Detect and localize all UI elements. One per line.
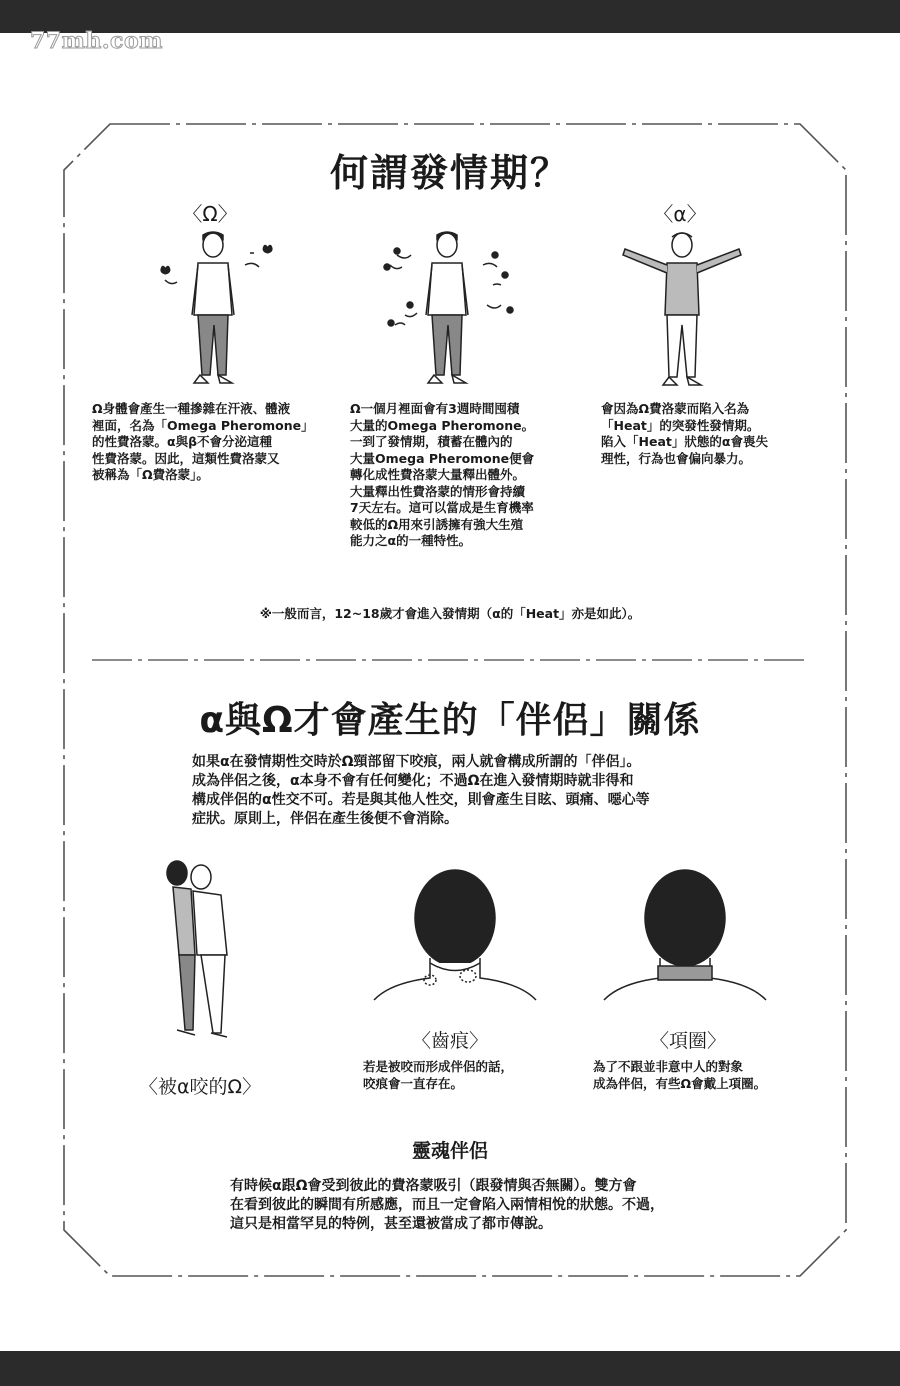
section-title-partner: α與Ω才會產生的「伴侶」關係 (199, 700, 701, 741)
partner-intro: 如果α在發情期性交時於Ω頸部留下咬痕，兩人就會構成所謂的「伴侶」。 成為伴侶之後，α本身不會有任何變化；不過Ω在進入發情期時就非得和 構成伴侶的α性交不可。若是與其他人性交，則會產生目眩、頭痛、噁心等 症狀。原則上，伴侶在產生後便不會消除。 (192, 754, 650, 827)
alpha-label: 〈α〉 (653, 202, 707, 226)
soulmate-title: 靈魂伴侶 (411, 1140, 488, 1162)
bite-label: 〈齒痕〉 (411, 1030, 488, 1052)
watermark: 77mh.com (30, 28, 163, 54)
omega-heat-description: Ω一個月裡面會有3週時間囤積 大量的Omega Pheromone。 一到了發情期，積蓄在體內的 大量Omega Pheromone便會 轉化成性費洛蒙大量釋出體外。 大量釋出性費洛蒙的情形會持續 7天左右。這可以當成是生育機率 較低的Ω用來引誘擁有強大生殖 能力之α的一種特性。 (350, 401, 535, 548)
soulmate-description: 有時候α跟Ω會受到彼此的費洛蒙吸引（跟發情與否無關）。雙方會 在看到彼此的瞬間有所感應，而且一定會陷入兩情相悅的狀態。不過， 這只是相當罕見的特例，甚至還被當成了都市傳說。 (230, 1178, 664, 1232)
bottom-bar (0, 1351, 900, 1386)
alpha-description: 會因為Ω費洛蒙而陷入名為 「Heat」的突發性發情期。 陷入「Heat」狀態的α會喪失 理性，行為也會偏向暴力。 (601, 401, 768, 466)
bite-description: 若是被咬而形成伴侶的話， 咬痕會一直存在。 (363, 1059, 514, 1091)
collar-label: 〈項圈〉 (649, 1030, 726, 1052)
bitten-omega-illustration (155, 855, 255, 1050)
bitten-omega-label: 〈被α咬的Ω〉 (138, 1076, 262, 1098)
collar-illustration (600, 868, 770, 1003)
omega-figure-illustration (150, 225, 280, 390)
omega-label: 〈Ω〉 (182, 202, 238, 226)
omega-heat-figure-illustration (375, 225, 525, 390)
collar-description: 為了不跟並非意中人的對象 成為伴侶，有些Ω會戴上項圈。 (593, 1059, 767, 1091)
alpha-figure-illustration (615, 225, 750, 390)
bite-mark-illustration (370, 868, 540, 1003)
section-title-heat: 何謂發情期？ (329, 151, 570, 195)
omega-description: Ω身體會產生一種摻雜在汗液、體液 裡面，名為「Omega Pheromone」 的性費洛蒙。α與β不會分泌這種 性費洛蒙。因此，這類性費洛蒙又 被稱為「Ω費洛蒙」。 (92, 401, 314, 482)
age-note: ※一般而言，12~18歲才會進入發情期（α的「Heat」亦是如此）。 (259, 606, 641, 621)
